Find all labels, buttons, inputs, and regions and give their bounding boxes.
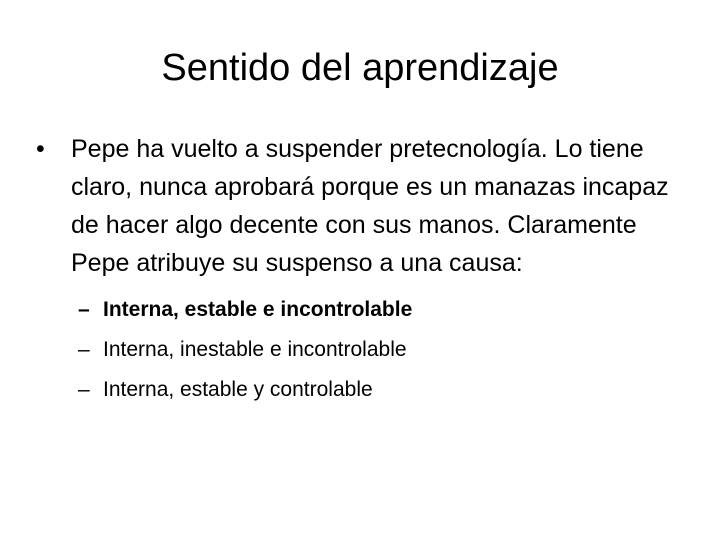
slide-body xyxy=(36,130,676,410)
question-text: Pepe ha vuelto a suspender pretecnología. Lo tiene claro, nunca aprobará porque es un manazas incapaz de hacer algo decente con sus manos. Claramente Pepe atribuye su suspenso a una causa: xyxy=(71,135,669,277)
dash-marker: – xyxy=(78,338,90,361)
answer-option-text: Interna, estable e incontrolable xyxy=(103,298,413,321)
answer-option-3 xyxy=(78,370,676,410)
answer-option-2 xyxy=(78,330,676,370)
slide-title: Sentido del aprendizaje xyxy=(161,47,559,89)
dash-marker: – xyxy=(78,298,90,321)
answer-option-text: Interna, estable y controlable xyxy=(103,378,373,401)
answer-option-text: Interna, inestable e incontrolable xyxy=(103,338,407,361)
dash-marker: – xyxy=(78,378,90,401)
answer-options xyxy=(36,290,676,410)
bullet-question xyxy=(36,130,676,282)
answer-option-1 xyxy=(78,290,676,330)
bullet-marker: • xyxy=(36,135,45,163)
